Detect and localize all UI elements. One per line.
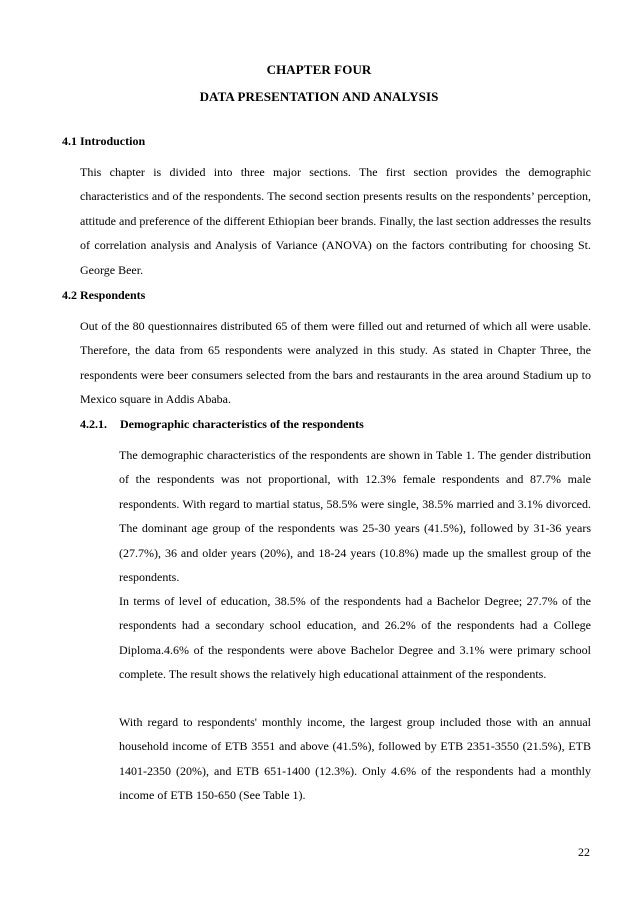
- subsection-number: 4.2.1.: [80, 417, 107, 431]
- section-heading-introduction: 4.1 Introduction: [62, 134, 146, 148]
- subsection-paragraph-income: With regard to respondents' monthly income, the largest group included those with an annual household income of ETB 3551 and above (41.5%), followed by ETB 2351-3550 (21.5%), ETB 1401-2350 (20%), and ETB 651-1400 (12.3%). Only 4.6% of the respondents had a monthly income of ETB 150-650 (See Table 1).: [119, 715, 591, 803]
- subsection-paragraph-education: In terms of level of education, 38.5% of the respondents had a Bachelor Degree; 27.7% of the respondents had a secondary school education, and 26.2% of the respondents had a College Diploma.4.6% of the respondents were above Bachelor Degree and 3.1% were primary school complete. The result shows the relatively high educational attainment of the respondents.: [119, 594, 591, 682]
- chapter-title: CHAPTER FOUR: [266, 62, 372, 77]
- section-paragraph-respondents: Out of the 80 questionnaires distributed 65 of them were filled out and returned of which all were usable. Therefore, the data from 65 respondents were analyzed in this study. As stated in Chapter Three, the respondents were beer consumers selected from the bars and restaurants in the area around Stadium up to Mexico square in Addis Ababa.: [80, 319, 591, 407]
- page-number: 22: [578, 845, 590, 859]
- subsection-title: Demographic characteristics of the respondents: [120, 417, 364, 431]
- subsection-paragraph-demographics: The demographic characteristics of the respondents are shown in Table 1. The gender distribution of the respondents was not proportional, with 12.3% female respondents and 87.7% male respondents. With regard to martial status, 58.5% were single, 38.5% married and 3.1% divorced. The dominant age group of the respondents was 25-30 years (41.5%), followed by 31-36 years (27.7%), 36 and older years (20%), and 18-24 years (10.8%) made up the smallest group of the respondents.: [119, 448, 591, 585]
- section-paragraph-introduction: This chapter is divided into three major sections. The first section provides the demographic characteristics and of the respondents. The second section presents results on the respondents’ perception, attitude and preference of the different Ethiopian beer brands. Finally, the last section addresses the results of correlation analysis and Analysis of Variance (ANOVA) on the factors contributing for choosing St. George Beer.: [80, 165, 591, 277]
- chapter-subtitle: DATA PRESENTATION AND ANALYSIS: [199, 89, 439, 104]
- subsection-heading: [80, 417, 364, 432]
- section-heading-respondents: 4.2 Respondents: [62, 288, 146, 302]
